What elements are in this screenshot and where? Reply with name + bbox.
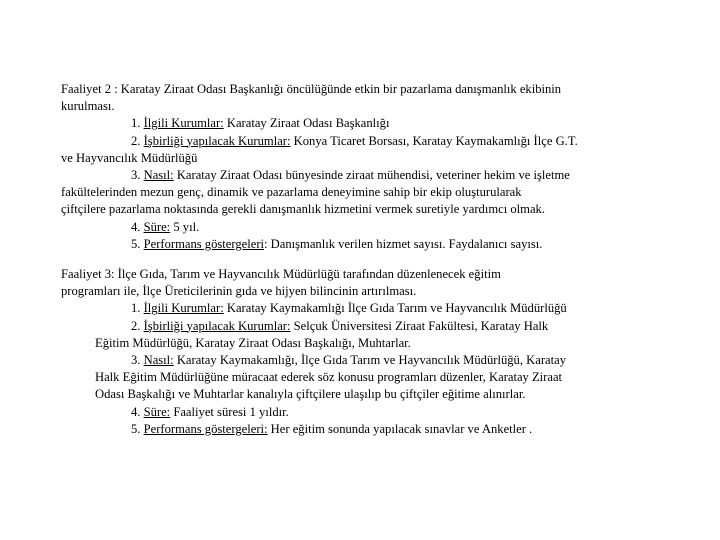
item-label: İlgili Kurumlar:: [143, 116, 224, 131]
item-number: 5.: [131, 421, 144, 436]
activity-2-title-line-2: kurulması.: [61, 99, 115, 114]
item-text: Karatay Ziraat Odası Başkanlığı: [223, 116, 390, 131]
item-label: Süre:: [143, 219, 171, 234]
item-text: : Danışmanlık verilen hizmet sayısı. Faydalanıcı sayısı.: [264, 236, 543, 251]
activity-3-item-5: [61, 421, 667, 438]
item-text: Her eğitim sonunda yapılacak sınavlar ve Anketler .: [267, 421, 533, 436]
item-text: 5 yıl.: [170, 219, 200, 234]
activity-3-item-2-continuation: Eğitim Müdürlüğü, Karatay Ziraat Odası Başkalığı, Muhtarlar.: [95, 335, 411, 350]
activity-2-item-3: [61, 167, 667, 184]
item-number: 1.: [131, 116, 144, 131]
item-text: Selçuk Üniversitesi Ziraat Fakültesi, Karatay Halk: [290, 318, 549, 333]
item-number: 2.: [131, 133, 144, 148]
activity-2-title-line-1: Faaliyet 2 : Karatay Ziraat Odası Başkanlığı öncülüğünde etkin bir pazarlama danışmanlık ekibinin: [61, 82, 562, 96]
activity-3-section: [61, 266, 667, 438]
item-number: 4.: [131, 219, 144, 234]
activity-3-title-line-1: Faaliyet 3: İlçe Gıda, Tarım ve Hayvancılık Müdürlüğü tarafından düzenlenecek eğitim: [61, 267, 501, 281]
activity-3-item-2: [61, 318, 667, 335]
item-label: İşbirliği yapılacak Kurumlar:: [143, 133, 291, 148]
activity-2-section: [61, 81, 667, 253]
activity-2-item-2: [61, 133, 667, 150]
item-number: 3.: [131, 167, 144, 182]
item-label: Süre:: [143, 404, 171, 419]
activity-2-item-1: [61, 115, 667, 132]
item-text: Karatay Kaymakamlığı, İlçe Gıda Tarım ve Hayvancılık Müdürlüğü, Karatay: [173, 352, 566, 367]
item-label: İşbirliği yapılacak Kurumlar:: [143, 318, 291, 333]
activity-3-item-3-continuation-2: Odası Başkalığı ve Muhtarlar kanalıyla çiftçilere ulaşılıp bu çiftçiler eğitime alınırlar.: [95, 387, 526, 402]
item-label: Performans göstergeleri: [143, 236, 265, 251]
item-number: 5.: [131, 236, 144, 251]
activity-2-item-5: [61, 236, 667, 253]
item-number: 3.: [131, 352, 144, 367]
activity-3-item-3-continuation-1: Halk Eğitim Müdürlüğüne müracaat ederek söz konusu programları düzenler, Karatay Ziraat: [95, 370, 563, 385]
item-label: Nasıl:: [143, 167, 174, 182]
item-text: Faaliyet süresi 1 yıldır.: [170, 404, 289, 419]
activity-3-title-line-2: programları ile, İlçe Üreticilerinin gıda ve hijyen bilincinin artırılması.: [61, 284, 417, 299]
activity-3-item-3: [61, 352, 667, 369]
item-text: Karatay Kaymakamlığı İlçe Gıda Tarım ve Hayvancılık Müdürlüğü: [223, 301, 567, 316]
activity-2-item-3-continuation-1: fakültelerinden mezun genç, dinamik ve pazarlama deneyimine sahip bir ekip oluşturularak: [61, 185, 522, 200]
activity-3-item-4: [61, 404, 667, 421]
item-text: Konya Ticaret Borsası, Karatay Kaymakamlığı İlçe G.T.: [290, 133, 578, 148]
item-label: Nasıl:: [143, 352, 174, 367]
activity-2-item-4: [61, 219, 667, 236]
item-text: Karatay Ziraat Odası bünyesinde ziraat mühendisi, veteriner hekim ve işletme: [173, 167, 570, 182]
item-number: 4.: [131, 404, 144, 419]
item-label: Performans göstergeleri:: [143, 421, 268, 436]
activity-2-item-2-continuation: ve Hayvancılık Müdürlüğü: [61, 150, 198, 165]
item-number: 2.: [131, 318, 144, 333]
activity-2-item-3-continuation-2: çiftçilere pazarlama noktasında gerekli danışmanlık hizmetini vermek suretiyle yardımcı olmak.: [61, 202, 545, 217]
item-number: 1.: [131, 301, 144, 316]
activity-3-item-1: [61, 300, 667, 317]
item-label: İlgili Kurumlar:: [143, 301, 224, 316]
